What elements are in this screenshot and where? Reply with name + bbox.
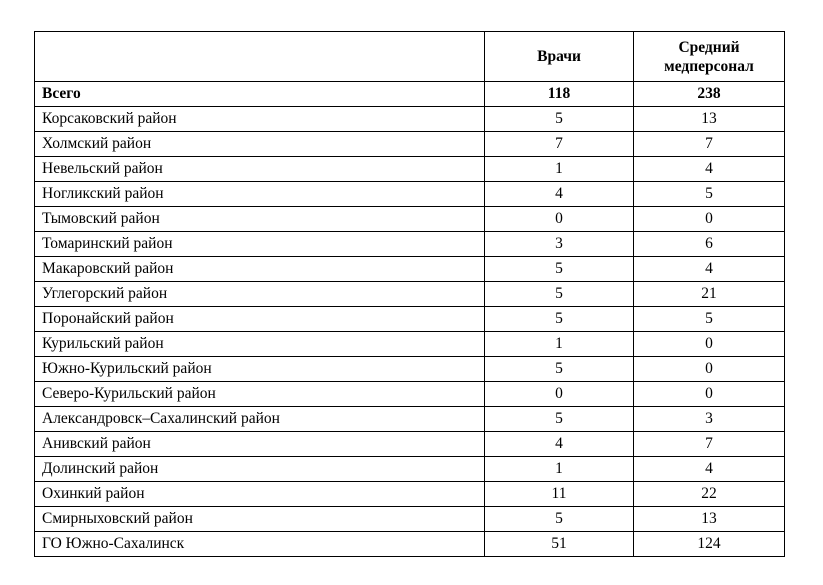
header-name-cell <box>35 32 485 82</box>
table-row <box>35 307 785 332</box>
doctors-count-cell: 7 <box>485 132 634 157</box>
nurses-count-cell: 3 <box>634 407 785 432</box>
district-name-cell: Поронайский район <box>35 307 485 332</box>
table-row <box>35 382 785 407</box>
doctors-count-cell: 3 <box>485 232 634 257</box>
district-name-cell: Смирныховский район <box>35 507 485 532</box>
table-row <box>35 482 785 507</box>
doctors-count-cell: 1 <box>485 157 634 182</box>
nurses-count-cell: 0 <box>634 207 785 232</box>
nurses-count-cell: 7 <box>634 132 785 157</box>
doctors-count-cell: 1 <box>485 332 634 357</box>
doctors-count-cell: 5 <box>485 507 634 532</box>
nurses-count-cell: 124 <box>634 532 785 557</box>
doctors-count-cell: 0 <box>485 382 634 407</box>
nurses-count-cell: 13 <box>634 107 785 132</box>
nurses-count-cell: 21 <box>634 282 785 307</box>
doctors-count-cell: 1 <box>485 457 634 482</box>
district-name-cell: Охинкий район <box>35 482 485 507</box>
table-row <box>35 157 785 182</box>
total-name-cell: Всего <box>35 82 485 107</box>
district-name-cell: Холмский район <box>35 132 485 157</box>
district-name-cell: ГО Южно-Сахалинск <box>35 532 485 557</box>
total-row <box>35 82 785 107</box>
table-body <box>35 82 785 557</box>
nurses-count-cell: 5 <box>634 182 785 207</box>
doctors-count-cell: 5 <box>485 107 634 132</box>
nurses-count-cell: 6 <box>634 232 785 257</box>
nurses-count-cell: 4 <box>634 257 785 282</box>
header-doctors-cell: Врачи <box>485 32 634 82</box>
table-row <box>35 107 785 132</box>
district-name-cell: Макаровский район <box>35 257 485 282</box>
nurses-count-cell: 13 <box>634 507 785 532</box>
table-row <box>35 357 785 382</box>
nurses-count-cell: 4 <box>634 457 785 482</box>
district-name-cell: Долинский район <box>35 457 485 482</box>
doctors-count-cell: 5 <box>485 307 634 332</box>
doctors-count-cell: 5 <box>485 282 634 307</box>
nurses-count-cell: 22 <box>634 482 785 507</box>
nurses-count-cell: 7 <box>634 432 785 457</box>
doctors-count-cell: 4 <box>485 432 634 457</box>
table-row <box>35 132 785 157</box>
doctors-count-cell: 4 <box>485 182 634 207</box>
table-row <box>35 232 785 257</box>
table-row <box>35 457 785 482</box>
district-name-cell: Невельский район <box>35 157 485 182</box>
total-doctors-cell: 118 <box>485 82 634 107</box>
nurses-count-cell: 0 <box>634 357 785 382</box>
nurses-count-cell: 0 <box>634 382 785 407</box>
table-row <box>35 432 785 457</box>
header-nurses-line2: медперсонал <box>664 57 754 75</box>
table-row <box>35 407 785 432</box>
total-nurses-cell: 238 <box>634 82 785 107</box>
district-name-cell: Томаринский район <box>35 232 485 257</box>
table-row <box>35 332 785 357</box>
doctors-count-cell: 11 <box>485 482 634 507</box>
header-nurses-cell <box>634 32 785 82</box>
header-nurses-line1: Средний <box>678 38 740 56</box>
doctors-count-cell: 51 <box>485 532 634 557</box>
district-name-cell: Северо-Курильский район <box>35 382 485 407</box>
district-name-cell: Углегорский район <box>35 282 485 307</box>
table-row <box>35 282 785 307</box>
district-name-cell: Корсаковский район <box>35 107 485 132</box>
table-header-row <box>35 32 785 82</box>
table-row <box>35 182 785 207</box>
table-row <box>35 507 785 532</box>
doctors-count-cell: 0 <box>485 207 634 232</box>
table-row <box>35 207 785 232</box>
nurses-count-cell: 0 <box>634 332 785 357</box>
table-row <box>35 532 785 557</box>
district-name-cell: Тымовский район <box>35 207 485 232</box>
district-name-cell: Южно-Курильский район <box>35 357 485 382</box>
doctors-count-cell: 5 <box>485 257 634 282</box>
table-row <box>35 257 785 282</box>
doctors-count-cell: 5 <box>485 407 634 432</box>
nurses-count-cell: 4 <box>634 157 785 182</box>
district-name-cell: Курильский район <box>35 332 485 357</box>
district-name-cell: Александровск–Сахалинский район <box>35 407 485 432</box>
doctors-count-cell: 5 <box>485 357 634 382</box>
nurses-count-cell: 5 <box>634 307 785 332</box>
staff-table <box>34 31 785 557</box>
district-name-cell: Ногликский район <box>35 182 485 207</box>
district-name-cell: Анивский район <box>35 432 485 457</box>
